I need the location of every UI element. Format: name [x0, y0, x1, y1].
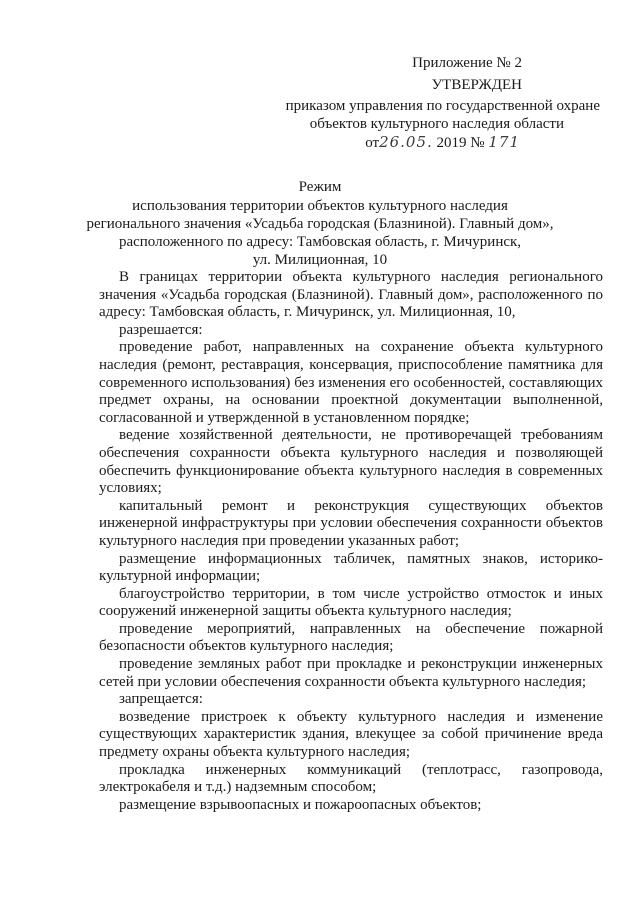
- allowed-item: проведение работ, направленных на сохранение объекта культурного наследия (ремонт, реставрация, консервация, приспособление памятника для современного использования) без изменения его особенностей, составляющих предмет охраны, на основании проектной документации выполненной, согласованной и утвержденной в установленном порядке;: [99, 339, 603, 426]
- document-subtitle: использования территории объектов культурного наследия регионального значения «Усадьба городская (Блазниной). Главный дом», расположенного по адресу: Тамбовская область, г. Мичуринск, ул. Милиционная, 10: [86, 198, 554, 268]
- allowed-item: капитальный ремонт и реконструкция существующих объектов инженерной инфраструктуры при условии обеспечения сохранности объектов культурного наследия при проведении указанных работ;: [99, 497, 603, 549]
- order-line-2: объектов культурного наследия области: [309, 116, 564, 132]
- allowed-label: разрешается:: [119, 321, 203, 338]
- appendix-label: [412, 54, 522, 72]
- approved-label: [432, 76, 522, 94]
- order-year: 2019: [436, 135, 467, 151]
- forbidden-item: возведение пристроек к объекту культурного наследия и изменение существующих характеристик здания, влекущее за собой причинение вреда предмету охраны объекта культурного наследия;: [99, 708, 603, 761]
- number-sign: №: [470, 135, 485, 151]
- document-heading: Режим: [298, 179, 342, 195]
- approved-text: УТВЕРЖДЕН: [431, 77, 522, 93]
- allowed-item: благоустройство территории, в том числе устройство отмосток и иных сооружений инженерной защиты объекта культурного наследия;: [99, 585, 603, 620]
- order-line-1: приказом управления по государственной охране: [285, 98, 600, 114]
- intro-paragraph: В границах территории объекта культурного наследия регионального значения «Усадьба городская (Блазниной). Главный дом», расположенного по адресу: Тамбовская область, г. Мичуринск, ул. Милиционная, 10,: [99, 269, 603, 321]
- allowed-item: размещение информационных табличек, памятных знаков, историко-культурной информации;: [99, 550, 603, 585]
- document-body: [99, 269, 603, 814]
- appendix-text: Приложение № 2: [412, 55, 522, 71]
- allowed-item: проведение земляных работ при прокладке и реконструкции инженерных сетей при условии обеспечения сохранности объекта культурного наследия;: [99, 656, 603, 690]
- allowed-item: ведение хозяйственной деятельности, не противоречащей требованиям обеспечения сохранности объекта культурного наследия и позволяющей обеспечить функционирование объекта культурного наследия в современных условиях;: [99, 427, 603, 497]
- forbidden-label: запрещается:: [119, 691, 203, 708]
- forbidden-item: размещение взрывоопасных и пожароопасных объектов;: [119, 796, 482, 813]
- handwritten-date: 26.05.: [379, 133, 433, 151]
- forbidden-item: прокладка инженерных коммуникаций (теплотрасс, газопровода, электрокабеля и т.д.) надземным способом;: [99, 761, 603, 796]
- handwritten-number: 171: [488, 133, 520, 151]
- date-prefix: от: [365, 135, 380, 151]
- order-date-line: [365, 133, 520, 152]
- allowed-item: проведение мероприятий, направленных на обеспечение пожарной безопасности объектов культурного наследия;: [99, 620, 603, 655]
